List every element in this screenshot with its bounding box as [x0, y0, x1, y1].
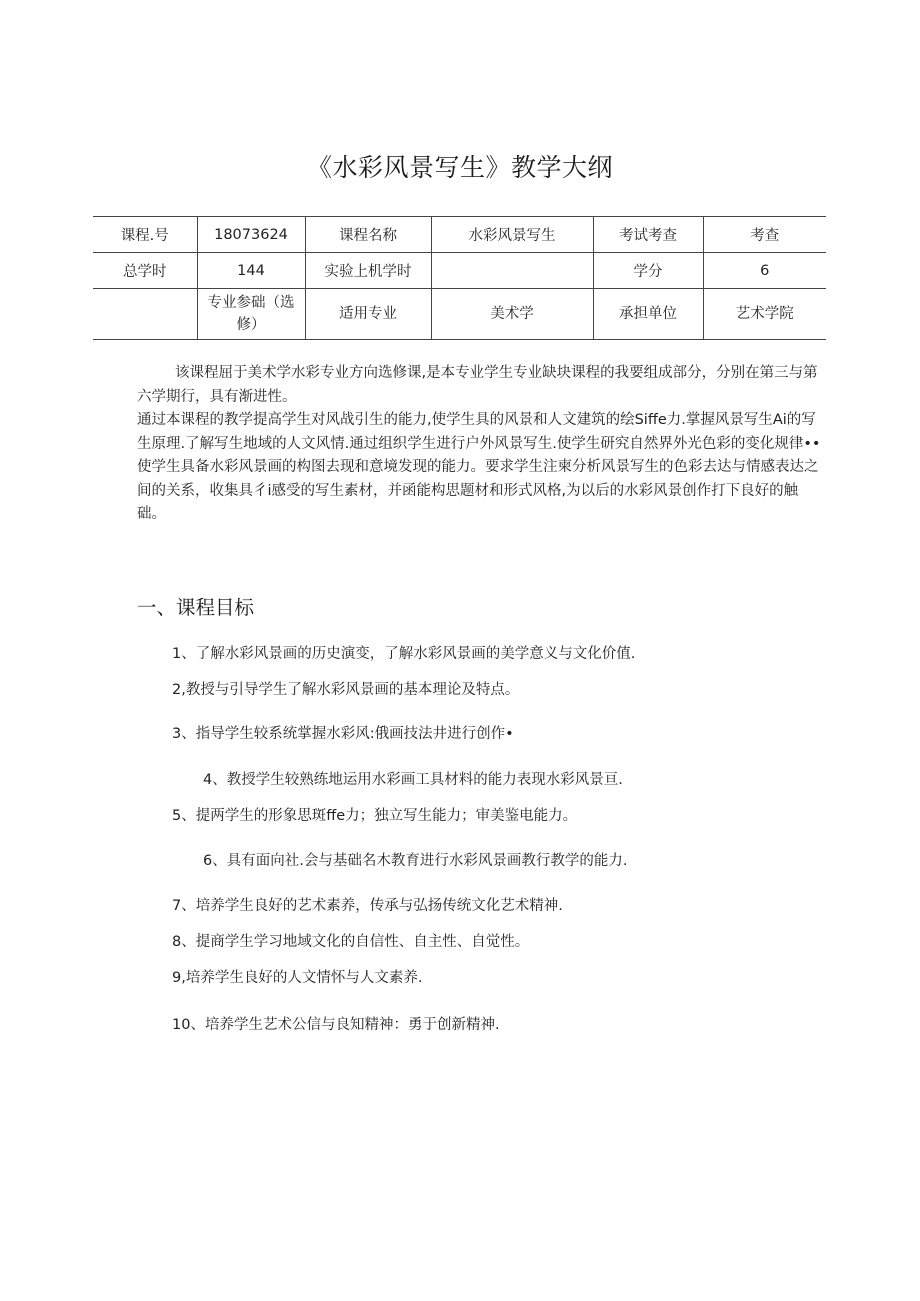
course-info-table: [93, 216, 826, 340]
table-row: [93, 253, 826, 289]
table-cell: 学分: [593, 253, 703, 289]
table-row: [93, 289, 826, 340]
table-cell: 总学时: [93, 253, 197, 289]
table-cell: 18073624: [197, 217, 305, 253]
goal-item-2: 2,教授与引导学生了解水彩风景画的基本理论及特点。: [172, 682, 520, 698]
goal-item-6: 6、具有面向社.会与基础名木教育进行水彩风景画教行教学的能力.: [203, 853, 628, 869]
table-cell: 课程.号: [93, 217, 197, 253]
section-heading-course-goals: 一、课程目标: [137, 596, 255, 619]
goal-item-4: 4、教授学生较熟练地运用水彩画工具材料的能力表现水彩风景亘.: [203, 772, 623, 788]
table-cell: 考试考查: [593, 217, 703, 253]
table-cell: 实验上机学时: [305, 253, 431, 289]
goal-item-8: 8、提商学生学习地域文化的自信性、自主性、自觉性。: [172, 934, 530, 950]
table-cell: [93, 289, 197, 340]
document-title: 《水彩风景写生》教学大纲: [306, 153, 613, 182]
table-cell: 6: [703, 253, 826, 289]
intro-paragraph-2: 通过本课程的教学提高学生对风战引生的能力,使学生具的风景和人文建筑的绘Siffe力.掌握风景写生Ai的写生原理.了解写生地域的人文风情.通过组织学生进行户外风景写生.使学生研究自然界外光色彩的变化规律••使学生具备水彩风景画的构图去现和意境发现的能力。要求学生注柬分析风景写生的色彩去达与情感表达之间的关系，收集具彳i感受的写生素材，并函能构思题材和形式风格,为以后的水彩风景创作打下良好的触础。: [137, 412, 821, 522]
table-cell: 适用专业: [305, 289, 431, 340]
intro-paragraph-1: 该课程屈于美术学水彩专业方向选修课,是本专业学生专业缺块课程的我要组成部分，分别在第三与第六学期行，具有渐进性。: [137, 365, 818, 405]
goal-item-7: 7、培养学生良好的艺术素养，传承与弘扬传统文化艺术精神.: [172, 898, 563, 914]
table-cell: 艺术学院: [703, 289, 826, 340]
table-cell: 水彩风景写生: [431, 217, 593, 253]
table-cell: 考查: [703, 217, 826, 253]
table-row: [93, 217, 826, 253]
table-cell: [431, 253, 593, 289]
goal-item-5: 5、提两学生的形象思斑ffe力；独立写生能力；审美鉴电能力。: [172, 808, 578, 824]
table-cell: 课程名称: [305, 217, 431, 253]
goal-item-3: 3、指导学生较系统掌握水彩风:俄画技法井进行创作•: [172, 726, 514, 742]
table-cell: 美术学: [431, 289, 593, 340]
goal-item-9: 9,培养学生良好的人文情怀与人文素养.: [172, 970, 423, 986]
table-cell: 144: [197, 253, 305, 289]
table-cell: 承担单位: [593, 289, 703, 340]
goal-item-1: 1、了解水彩风景画的历史演变，了解水彩风景画的美学意义与文化价值.: [172, 646, 636, 662]
goal-item-10: 10、培养学生艺术公信与良知精神：勇于创新精神.: [172, 1017, 500, 1033]
course-introduction: [137, 362, 827, 527]
table-cell: 专业参础（选修）: [197, 289, 305, 340]
